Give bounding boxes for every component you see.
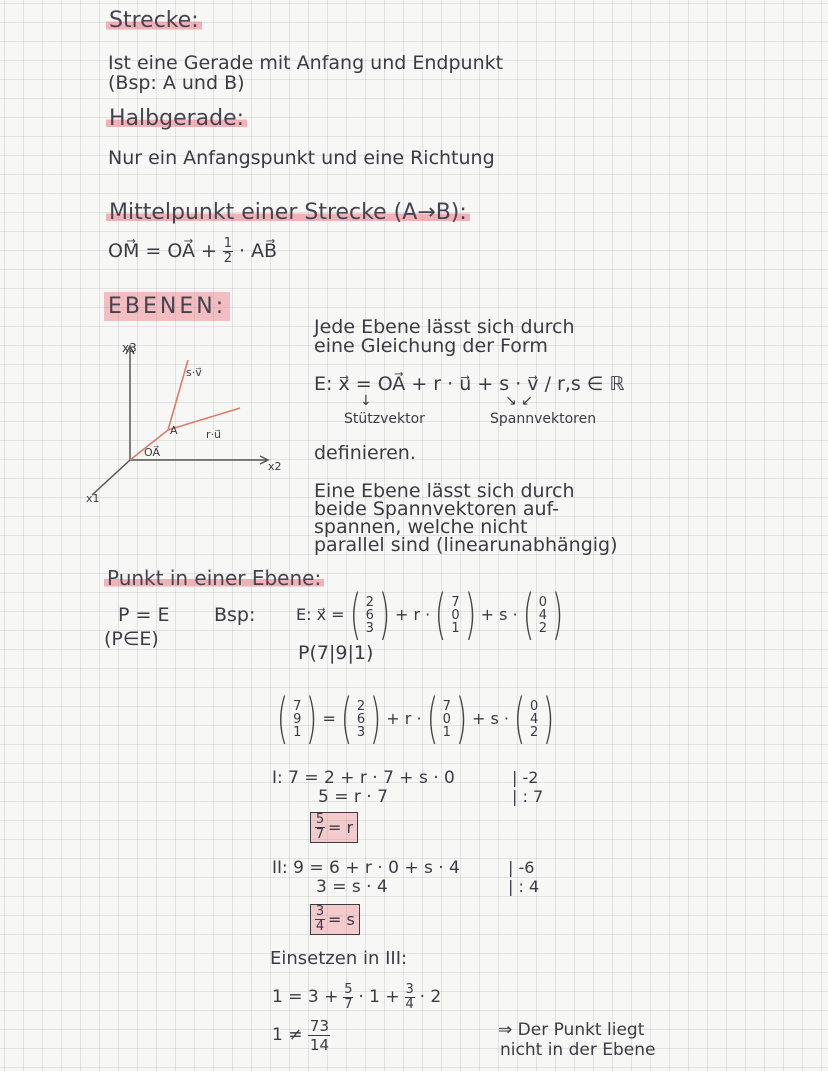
punkt-bsp: Bsp: (214, 604, 256, 626)
strecke-heading: Strecke: (106, 10, 202, 32)
vector-v2: 0 4 2 (530, 698, 539, 740)
punkt-point: P(7|9|1) (298, 642, 374, 664)
strecke-line2: (Bsp: A und B) (108, 72, 245, 94)
vector-v: 0 4 2 (538, 594, 548, 636)
halbgerade-heading: Halbgerade: (106, 108, 247, 130)
plane-eq-r: + r · (394, 605, 431, 624)
halbgerade-line1: Nur ein Anfangspunkt und eine Richtung (108, 147, 495, 169)
plane-eq-lhs: E: x⃗ = (296, 605, 345, 624)
eq2-op1: | -6 (508, 858, 535, 877)
coordinate-diagram (86, 330, 300, 510)
einsetzen-line1: 1 = 3 + $\frac{5}{7}$ · 1 + $\frac{3}{4}$ · 2 (272, 982, 442, 1012)
vector-p: 7 9 1 (293, 698, 302, 740)
eq2-op2: | : 4 (508, 877, 540, 896)
punkt-heading: Punkt in einer Ebene: (104, 568, 324, 588)
spann-arrows: ↘ ↙ (505, 393, 533, 409)
einsetzen-line2: 1 ≠ $\frac{73}{14}$ (272, 1017, 330, 1054)
mittelpunkt-fraction (223, 238, 233, 265)
conclusion-line2: nicht in der Ebene (500, 1040, 656, 1060)
punkt-p-eq: P = E (118, 604, 170, 626)
mittelpunkt-formula-rhs: · AB⃗ (238, 240, 278, 262)
a-label: A (170, 424, 178, 437)
stuetzvektor-label: Stützvektor (344, 411, 425, 427)
ru-vector (168, 408, 240, 430)
punkt-p-in: (P∈E) (104, 628, 159, 650)
vec-eq-s: + s · (471, 709, 509, 728)
ebenen-desc6: parallel sind (linearunabhängig) (314, 534, 618, 556)
ebenen-desc5: spannen, welche nicht (314, 516, 528, 538)
x3-label: x3 (122, 341, 137, 355)
stuetz-arrow: ↓ (360, 393, 372, 409)
plane-equation: E: x⃗ = ( 2 6 3 ) + r · ( 7 0 1 ) + s · ( 0 4 2 ) (296, 583, 564, 646)
sv-label: s·v⃗ (186, 366, 202, 379)
x1-axis (92, 460, 130, 495)
ebenen-equation: E: x⃗ = OA⃗ + r · u⃗ + s · v⃗ / r,s ∈ ℝ (314, 373, 625, 395)
eq1-result: $\frac{5}{7}$ = r (310, 812, 358, 843)
oa-label: OA⃗ (144, 446, 160, 459)
frac-denominator: 2 (223, 251, 233, 266)
einsetzen-heading: Einsetzen in III: (270, 948, 408, 969)
eq1-line2: 5 = r · 7 (318, 787, 388, 807)
eq2-line2: 3 = s · 4 (316, 877, 388, 897)
strecke-line1: Ist eine Gerade mit Anfang und Endpunkt (108, 52, 504, 74)
ebenen-desc2: eine Gleichung der Form (314, 335, 548, 357)
vector-u2: 7 0 1 (442, 698, 451, 740)
eq2-result: $\frac{3}{4}$ = s (310, 904, 360, 935)
mittelpunkt-formula-lhs: OM⃗ = OA⃗ + (108, 240, 217, 262)
eq2-line1: II: 9 = 6 + r · 0 + s · 4 (272, 858, 460, 878)
frac-numerator: 1 (223, 236, 233, 251)
mittelpunkt-formula (108, 238, 277, 265)
ebenen-desc3: Eine Ebene lässt sich durch (314, 480, 575, 502)
vector-equation: ( 7 9 1 ) = ( 2 6 3 ) + r · ( 7 0 1 ) + s · ( 0 4 2 ) (276, 687, 555, 750)
sv-vector (168, 360, 188, 430)
eq1-op1: | -2 (512, 768, 539, 787)
spannvektoren-label: Spannvektoren (490, 411, 597, 427)
vector-u: 7 0 1 (451, 594, 460, 636)
ebenen-desc1: Jede Ebene lässt sich durch (314, 316, 575, 338)
vec-eq-r: + r · (386, 709, 422, 728)
vector-a2: 2 6 3 (356, 698, 366, 740)
conclusion-line1: ⇒ Der Punkt liegt (498, 1020, 645, 1040)
mittelpunkt-heading: Mittelpunkt einer Strecke (A→B): (106, 202, 470, 224)
x1-label: x1 (86, 492, 100, 505)
vector-a: 2 6 3 (365, 594, 374, 636)
ebenen-heading: EBENEN: (104, 296, 230, 318)
eq1-op2: | : 7 (512, 787, 544, 806)
vec-eq-sign: = (322, 709, 336, 728)
ebenen-desc4: beide Spannvektoren auf- (314, 498, 560, 520)
eq1-line1: I: 7 = 2 + r · 7 + s · 0 (272, 768, 455, 788)
plane-eq-s: + s · (480, 605, 518, 624)
ebenen-definieren: definieren. (314, 442, 416, 464)
ru-label: r·u⃗ (206, 428, 221, 441)
x2-label: x2 (268, 460, 282, 473)
